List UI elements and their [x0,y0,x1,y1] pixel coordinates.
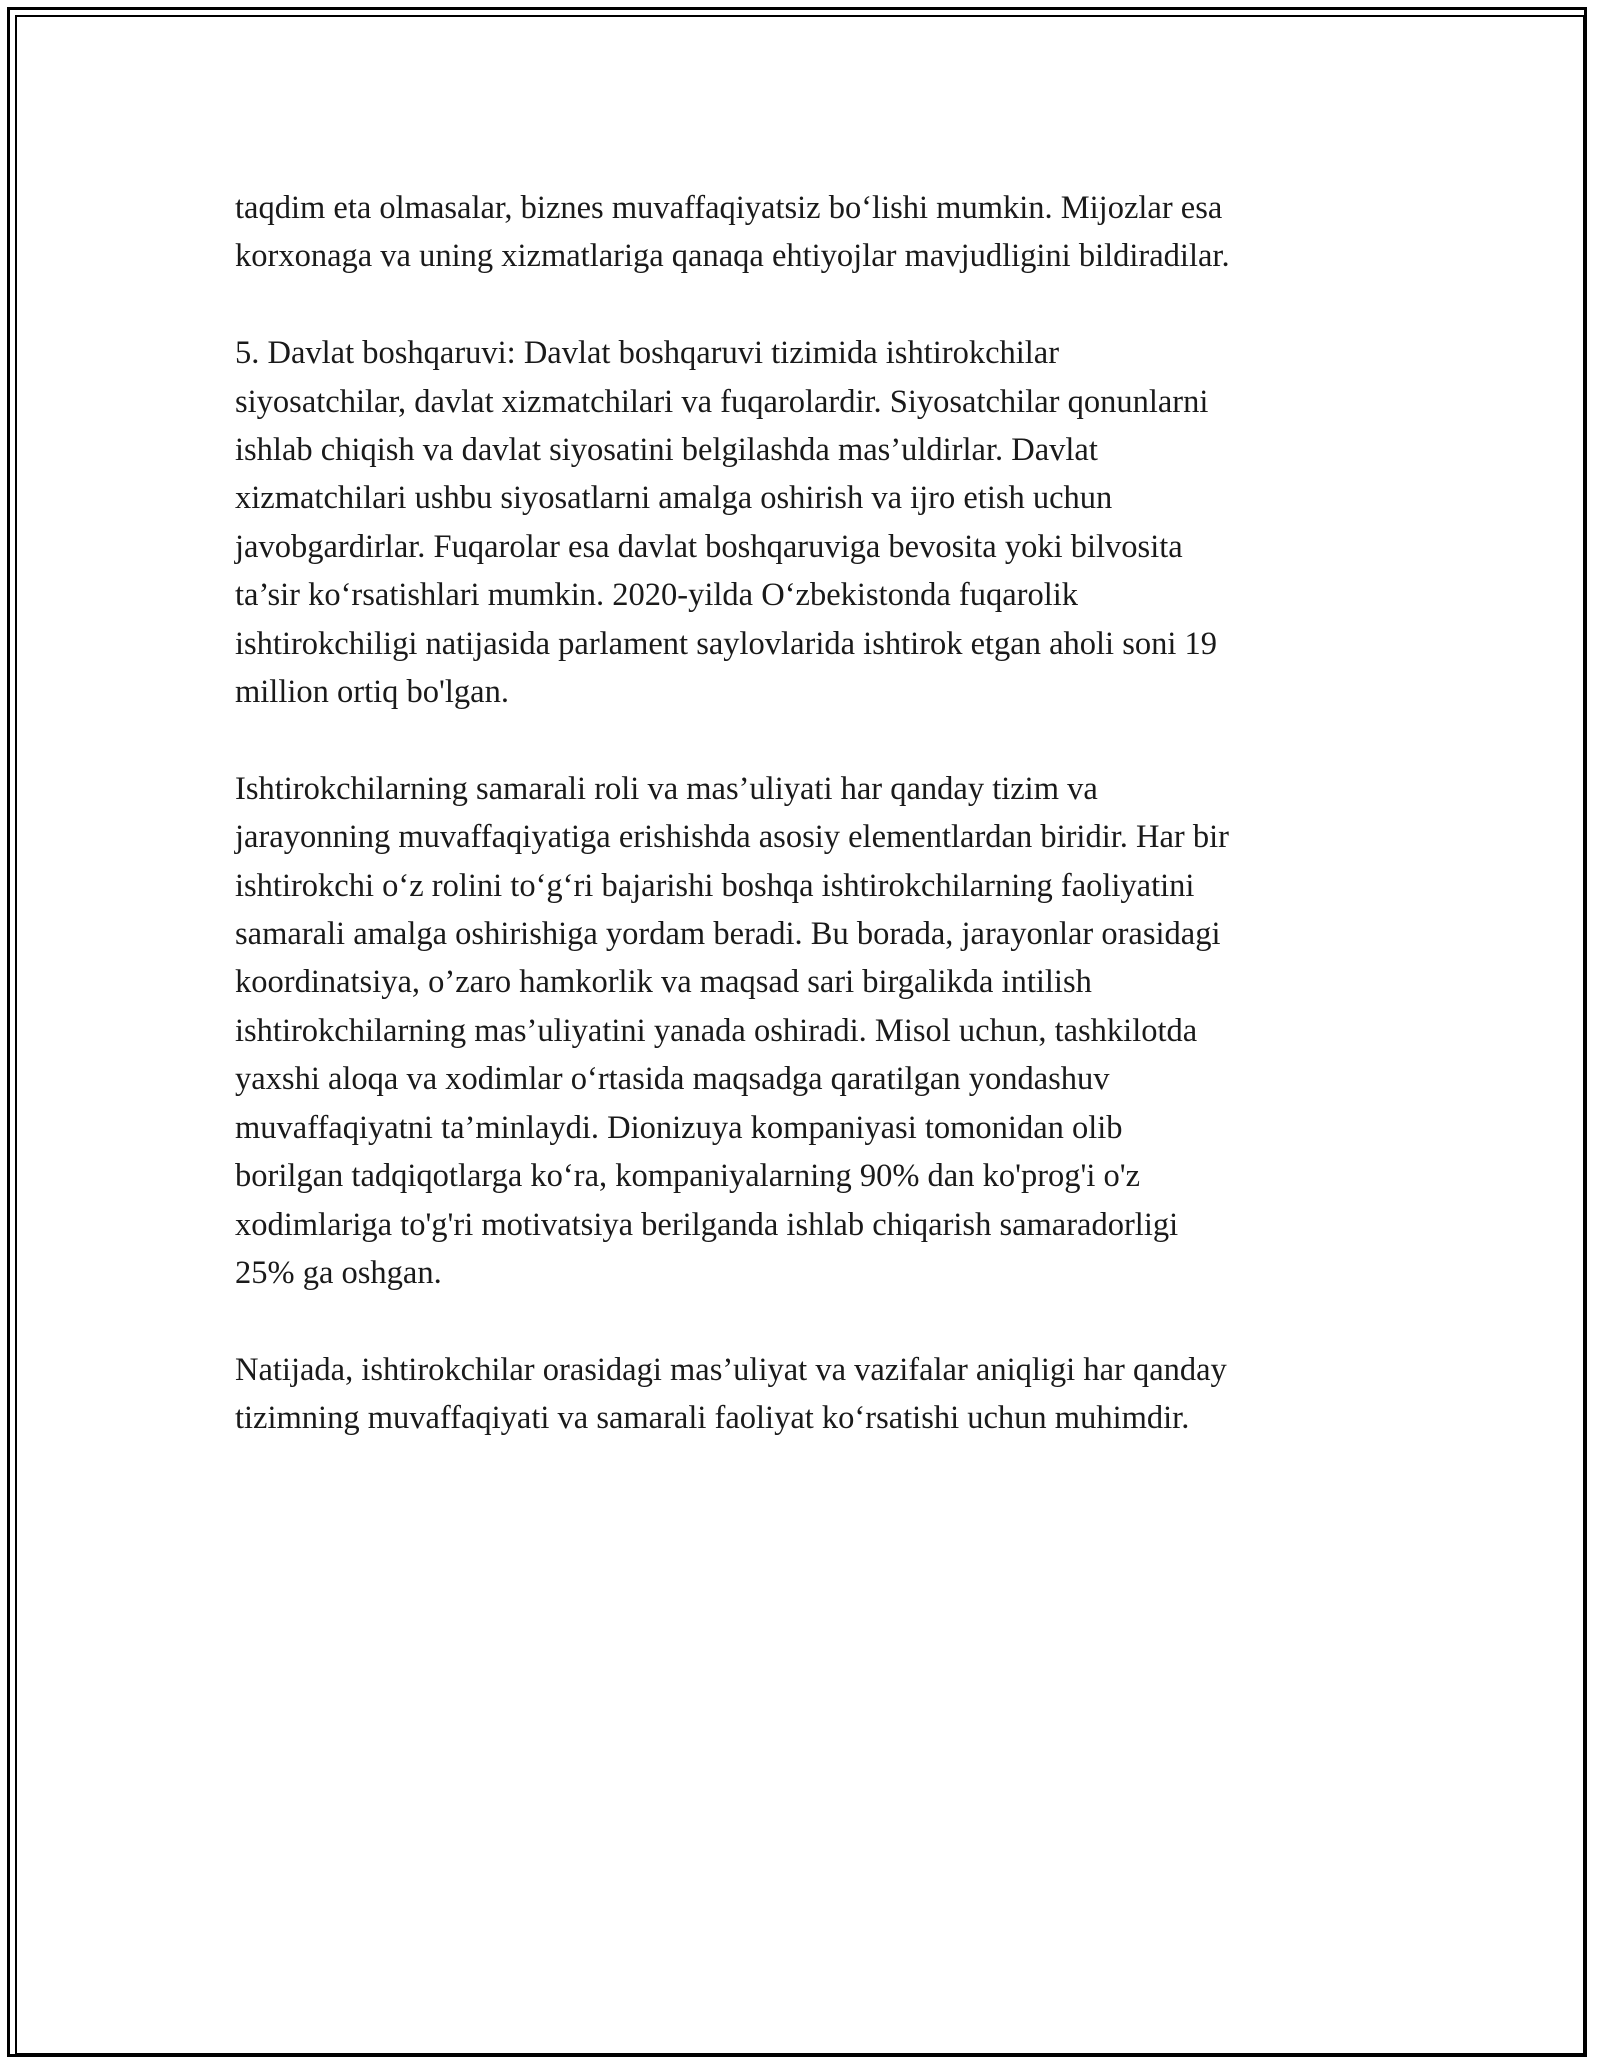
text-line: yaxshi aloqa va xodimlar oʻrtasida maqsadga qaratilgan yondashuv [235,1061,1110,1098]
text-line: jarayonning muvaffaqiyatiga erishishda asosiy elementlardan biridir. Har bir [235,819,1229,856]
text-line: ishlab chiqish va davlat siyosatini belgilashda mas’uldirlar. Davlat [235,432,1098,469]
text-line: ta’sir koʻrsatishlari mumkin. 2020-yilda Oʻzbekistonda fuqarolik [235,577,1079,614]
text-line: 5. Davlat boshqaruvi: Davlat boshqaruvi tizimida ishtirokchilar [235,335,1060,372]
text-line: ishtirokchilarning mas’uliyatini yanada oshiradi. Misol uchun, tashkilotda [235,1012,1198,1049]
text-line: xizmatchilari ushbu siyosatlarni amalga oshirish va ijro etish uchun [235,480,1113,517]
text-line: tizimning muvaffaqiyati va samarali faoliyat koʻrsatishi uchun muhimdir. [235,1400,1190,1437]
paragraph-3 [235,765,1365,1297]
document-body [235,184,1365,1491]
text-line: borilgan tadqiqotlarga koʻra, kompaniyalarning 90% dan ko'prog'i o'z [235,1158,1141,1195]
text-line: siyosatchilar, davlat xizmatchilari va fuqarolardir. Siyosatchilar qonunlarni [235,383,1209,420]
text-line: ishtirokchiligi natijasida parlament saylovlarida ishtirok etgan aholi soni 19 [235,625,1218,662]
paragraph-1 [235,184,1365,281]
text-line: million ortiq bo'lgan. [235,674,509,711]
paragraph-4 [235,1346,1365,1443]
text-line: javobgardirlar. Fuqarolar esa davlat boshqaruviga bevosita yoki bilvosita [235,528,1183,565]
text-line: Natijada, ishtirokchilar orasidagi mas’uliyat va vazifalar aniqligi har qanday [235,1351,1227,1388]
text-line: samarali amalga oshirishiga yordam beradi. Bu borada, jarayonlar orasidagi [235,916,1221,953]
text-line: muvaffaqiyatni ta’minlaydi. Dionizuya kompaniyasi tomonidan olib [235,1109,1123,1146]
text-line: korxonaga va uning xizmatlariga qanaqa ehtiyojlar mavjudligini bildiradilar. [235,238,1230,275]
text-line: Ishtirokchilarning samarali roli va mas’uliyati har qanday tizim va [235,770,1098,807]
text-line: taqdim eta olmasalar, biznes muvaffaqiyatsiz boʻlishi mumkin. Mijozlar esa [235,190,1223,226]
paragraph-2 [235,329,1365,716]
text-line: 25% ga oshgan. [235,1254,442,1291]
text-line: ishtirokchi oʻz rolini toʻgʻri bajarishi boshqa ishtirokchilarning faoliyatini [235,867,1195,904]
text-line: xodimlariga to'g'ri motivatsiya berilganda ishlab chiqarish samaradorligi [235,1206,1179,1243]
text-line: koordinatsiya, o’zaro hamkorlik va maqsad sari birgalikda intilish [235,964,1092,1001]
